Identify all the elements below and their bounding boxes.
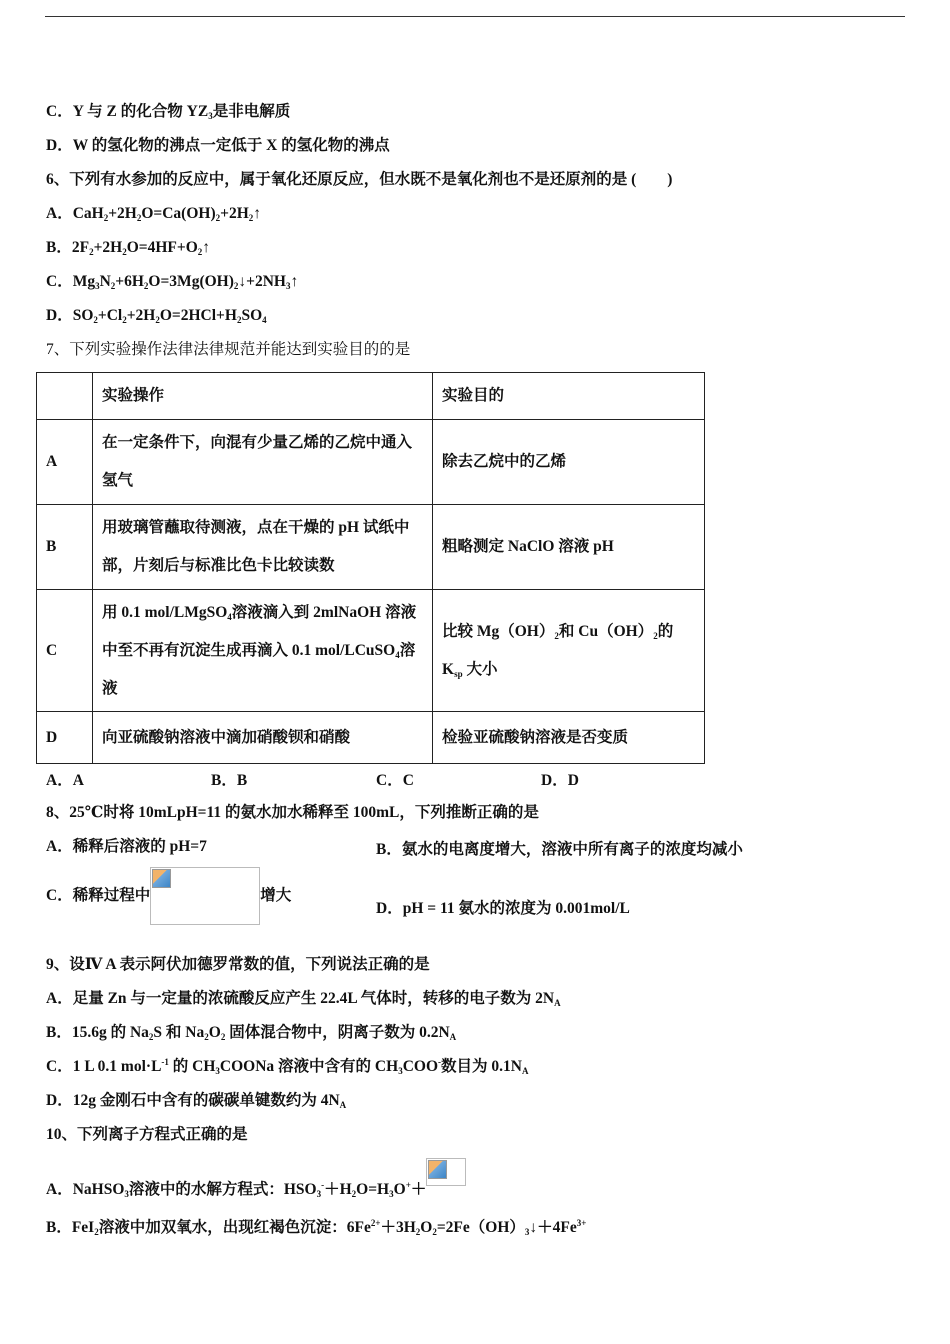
row-goal: 除去乙烷中的乙烯: [433, 420, 705, 505]
broken-image-icon: [150, 867, 260, 925]
q8-option-c: C．稀释过程中 增大: [46, 867, 291, 925]
q7-stem: 7、下列实验操作法律法律规范并能达到实验目的的是: [46, 341, 411, 358]
header-rule: [45, 16, 905, 17]
q7-option-b: B．B: [211, 772, 248, 789]
q6-option-c: C．$Mg_3N_2+6H_2O=3Mg(OH)_2↓+2NH_3↑$: [46, 273, 299, 291]
q8-option-a: A．稀释后溶液的 pH=7: [46, 838, 207, 855]
row-operation: 向亚硫酸钠溶液中滴加硝酸钡和硝酸: [93, 712, 433, 764]
q6-option-d: D．$SO_2+Cl_2+2H_2O=2HCl+H_2SO_4$: [46, 307, 267, 325]
q9-option-b: B．15.6g 的 $Na_2S$ 和 $Na_2O_2$ 固体混合物中，阴离子数为 $0.2N_A$: [46, 1024, 457, 1042]
broken-image-icon: [426, 1158, 466, 1186]
q7-option-c: C．C: [376, 772, 414, 789]
q7-option-a: A．A: [46, 772, 84, 789]
q7-experiment-table: [36, 372, 705, 764]
q9-option-d: D．12g 金刚石中含有的碳碳单键数约为 $4N_A$: [46, 1092, 347, 1110]
table-row: [37, 420, 705, 505]
table-header-blank: [37, 373, 93, 420]
q10-option-b: B．FeI$_2$溶液中加双氧水，出现红褐色沉淀：$6Fe^{2+}+3H_2O_2=2Fe(OH)_3↓+4Fe^{3+}$: [46, 1218, 587, 1237]
row-label: B: [37, 505, 93, 590]
row-label: C: [37, 590, 93, 712]
q5-option-d: D．W 的氢化物的沸点一定低于 X 的氢化物的沸点: [46, 137, 390, 154]
q8-stem: 8、25℃时将 10mLpH=11 的氨水加水稀释至 100mL，下列推断正确的是: [46, 804, 539, 821]
q10-stem: 10、下列离子方程式正确的是: [46, 1126, 248, 1143]
row-operation: 用 0.1 mol/LMgSO$_4$溶液滴入到 2mlNaOH 溶液中至不再有沉淀生成再滴入 0.1 mol/LCuSO$_4$溶液: [93, 590, 433, 712]
row-goal: 比较 $Mg(OH)_2$和 $Cu(OH)_2$的 $K_{sp}$ 大小: [433, 590, 705, 712]
q8-option-d: D．pH = 11 氨水的浓度为 0.001mol/L: [376, 900, 630, 917]
q9-option-a: A．足量 Zn 与一定量的浓硫酸反应产生 22.4L 气体时，转移的电子数为 $2N_A$: [46, 990, 561, 1008]
row-operation: 在一定条件下，向混有少量乙烯的乙烷中通入氢气: [93, 420, 433, 505]
row-goal: 检验亚硫酸钠溶液是否变质: [433, 712, 705, 764]
row-label: D: [37, 712, 93, 764]
q8-option-b: B．氨水的电离度增大，溶液中所有离子的浓度均减小: [376, 841, 743, 858]
q6-stem: 6、下列有水参加的反应中，属于氧化还原反应，但水既不是氧化剂也不是还原剂的是 ( ): [46, 171, 673, 188]
table-header-operation: 实验操作: [93, 373, 433, 420]
q9-stem: 9、设Ⅳ A 表示阿伏加德罗常数的值，下列说法正确的是: [46, 956, 430, 973]
table-row: [37, 505, 705, 590]
row-operation: 用玻璃管蘸取待测液，点在干燥的 pH 试纸中部，片刻后与标准比色卡比较读数: [93, 505, 433, 590]
q7-option-d: D．D: [541, 772, 579, 789]
table-row: [37, 590, 705, 712]
q6-option-b: B．$2F_2+2H_2O=4HF+O_2↑$: [46, 239, 211, 257]
table-header-row: [37, 373, 705, 420]
table-row: [37, 712, 705, 764]
q6-option-a: A．$CaH_2+2H_2O=Ca(OH)_2+2H_2↑$: [46, 205, 262, 223]
row-label: A: [37, 420, 93, 505]
row-goal: 粗略测定 NaClO 溶液 pH: [433, 505, 705, 590]
q10-option-a: A．NaHSO$_3$溶液中的水解方程式：$HSO_3^-+H_2O=H_3O^++$: [46, 1158, 466, 1205]
q5-option-c: C．Y 与 Z 的化合物 $YZ_3$是非电解质: [46, 103, 291, 121]
table-header-goal: 实验目的: [433, 373, 705, 420]
q9-option-c: C．1 L 0.1 $mol\cdot L^{-1}$ 的 $CH_3COONa$ 溶液中含有的 $CH_3COO^-$数目为 $0.1N_A$: [46, 1057, 529, 1076]
